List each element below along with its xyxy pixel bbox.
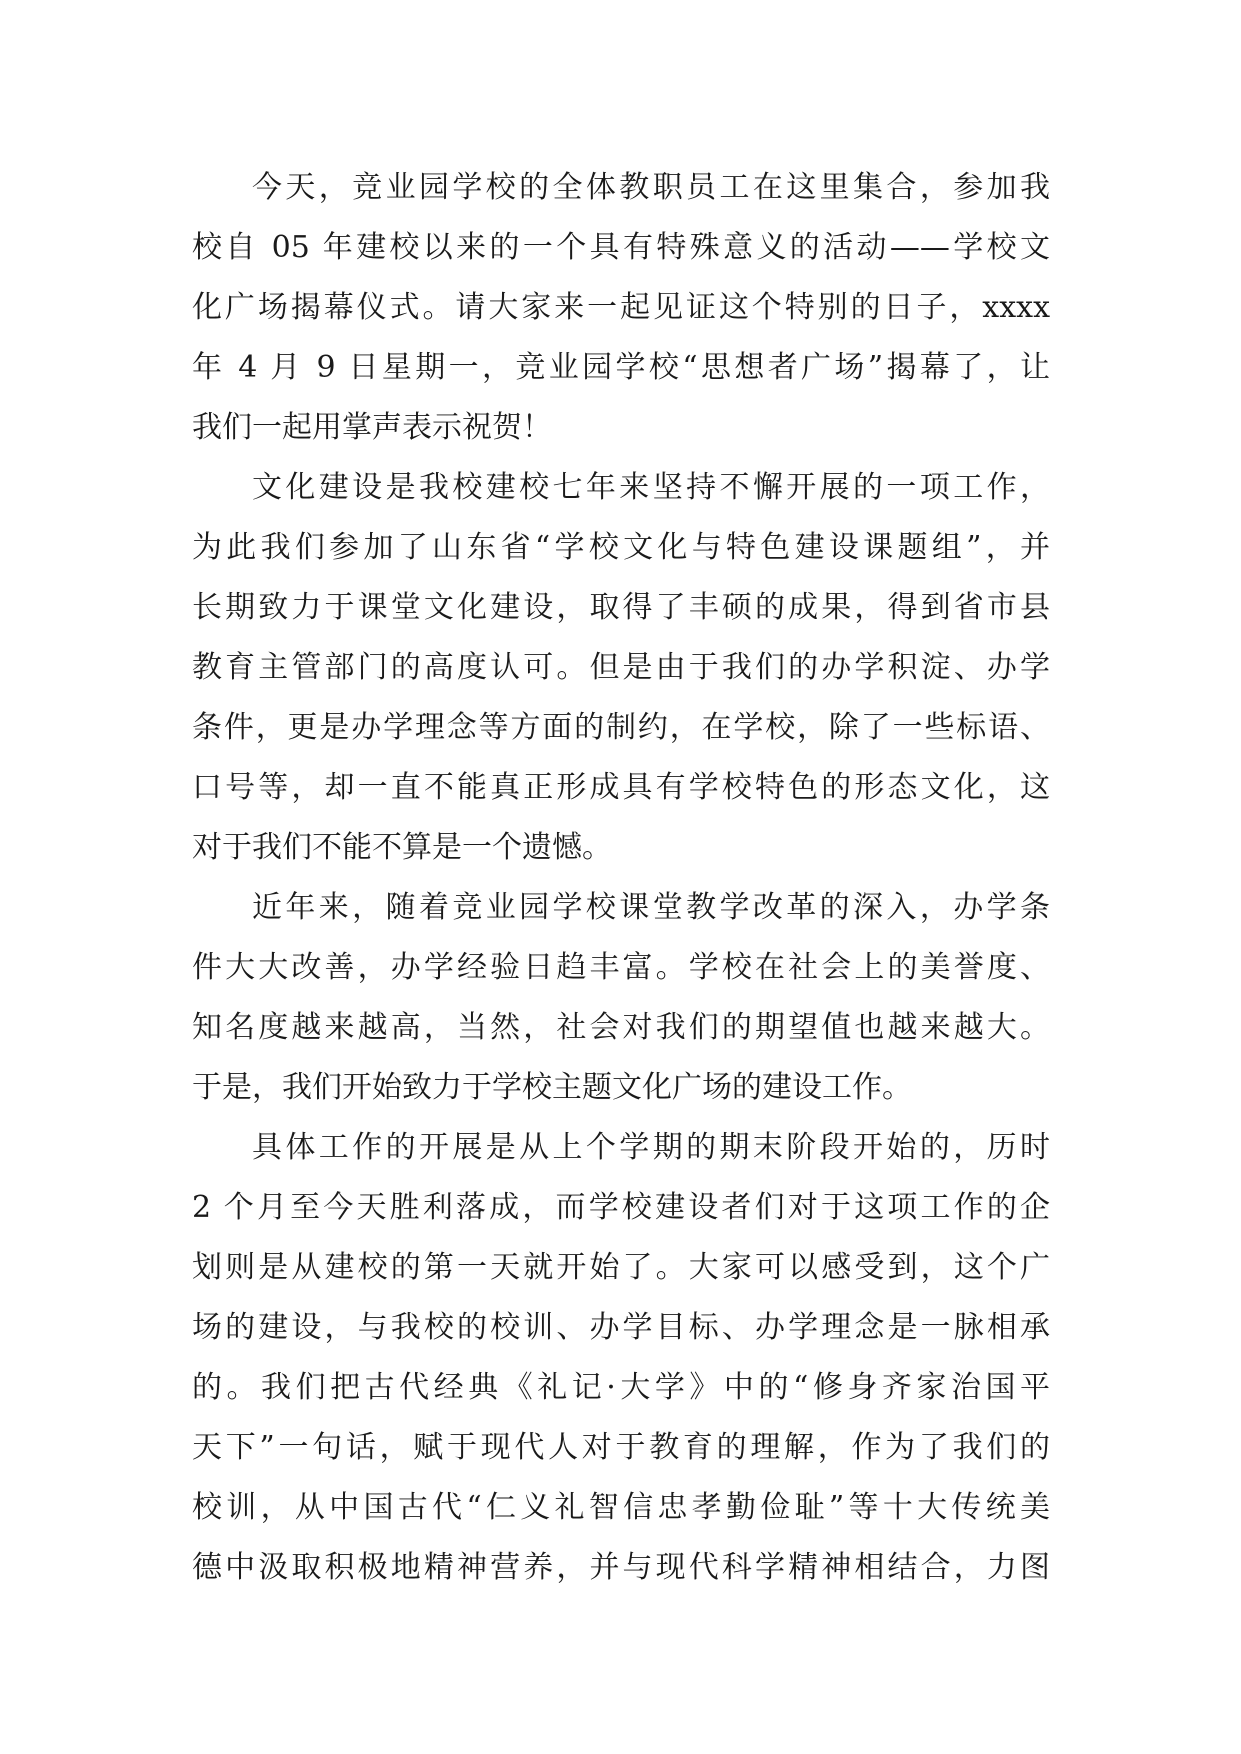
text-line: 校自 05 年建校以来的一个具有特殊意义的活动——学校文 — [192, 230, 1050, 265]
paragraph — [192, 878, 1050, 1118]
text-line: 条件，更是办学理念等方面的制约，在学校，除了一些标语、 — [192, 710, 1050, 745]
text-line: 口号等，却一直不能真正形成具有学校特色的形态文化，这 — [192, 770, 1050, 805]
text-line: 天下”一句话，赋于现代人对于教育的理解，作为了我们的 — [192, 1430, 1050, 1465]
text-line: 场的建设，与我校的校训、办学目标、办学理念是一脉相承 — [192, 1310, 1050, 1345]
text-line: 对于我们不能不算是一个遗憾。 — [192, 830, 612, 865]
paragraph — [192, 1118, 1050, 1598]
text-line: 教育主管部门的高度认可。但是由于我们的办学积淀、办学 — [192, 650, 1050, 685]
text-line: 为此我们参加了山东省“学校文化与特色建设课题组”，并 — [192, 530, 1050, 565]
text-line: 年 4 月 9 日星期一，竞业园学校“思想者广场”揭幕了，让 — [192, 350, 1050, 385]
text-line: 2 个月至今天胜利落成，而学校建设者们对于这项工作的企 — [192, 1190, 1050, 1225]
paragraph — [192, 458, 1050, 878]
text-line: 我们一起用掌声表示祝贺！ — [192, 410, 552, 445]
text-line: 近年来，随着竞业园学校课堂教学改革的深入，办学条 — [252, 890, 1050, 925]
text-line: 划则是从建校的第一天就开始了。大家可以感受到，这个广 — [192, 1250, 1050, 1285]
text-line: 文化建设是我校建校七年来坚持不懈开展的一项工作， — [252, 470, 1050, 505]
text-line: 知名度越来越高，当然，社会对我们的期望值也越来越大。 — [192, 1010, 1050, 1045]
text-line: 化广场揭幕仪式。请大家来一起见证这个特别的日子，xxxx — [192, 290, 1050, 325]
text-line: 德中汲取积极地精神营养，并与现代科学精神相结合，力图 — [192, 1550, 1050, 1585]
text-line: 的。我们把古代经典《礼记·大学》中的“修身齐家治国平 — [192, 1370, 1050, 1405]
text-line: 今天，竞业园学校的全体教职员工在这里集合，参加我 — [252, 170, 1050, 205]
body-text — [192, 158, 1050, 1598]
text-line: 长期致力于课堂文化建设，取得了丰硕的成果，得到省市县 — [192, 590, 1050, 625]
text-line: 件大大改善，办学经验日趋丰富。学校在社会上的美誉度、 — [192, 950, 1050, 985]
text-line: 校训，从中国古代“仁义礼智信忠孝勤俭耻”等十大传统美 — [192, 1490, 1050, 1525]
text-line: 具体工作的开展是从上个学期的期末阶段开始的，历时 — [252, 1130, 1050, 1165]
paragraph — [192, 158, 1050, 458]
text-line: 于是，我们开始致力于学校主题文化广场的建设工作。 — [192, 1070, 912, 1105]
